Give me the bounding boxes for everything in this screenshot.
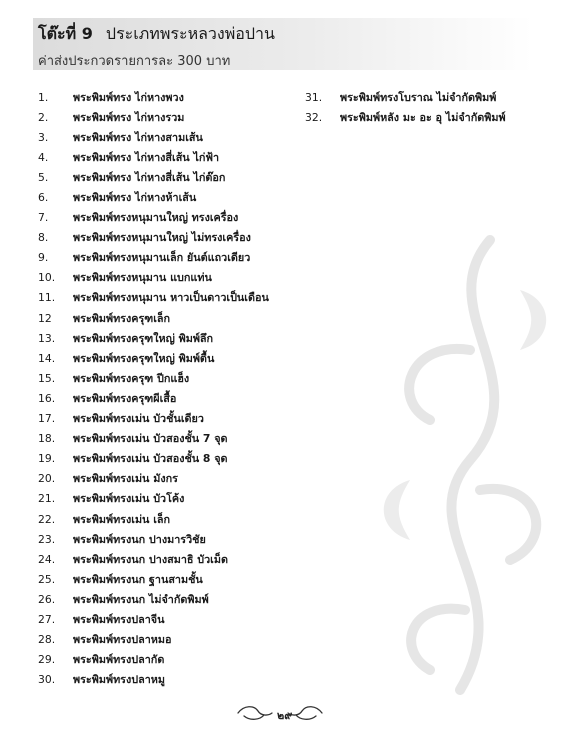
- list-item: [38, 509, 269, 529]
- list-item: [38, 489, 269, 509]
- item-number: 4.: [38, 150, 49, 164]
- list-item: [38, 348, 269, 368]
- list-item: [38, 107, 269, 127]
- item-number: 25.: [38, 572, 56, 586]
- item-number: 1.: [38, 90, 49, 104]
- item-list-right: [305, 87, 506, 127]
- item-number: 5.: [38, 170, 49, 184]
- list-item: [38, 549, 269, 569]
- list-item: [38, 288, 269, 308]
- list-item: [38, 228, 269, 248]
- item-text: พระพิมพ์ทรง ไก่หางสามเส้น: [73, 130, 203, 144]
- list-item: [38, 449, 269, 469]
- list-item: [38, 368, 269, 388]
- item-number: 18.: [38, 432, 56, 446]
- item-text: พระพิมพ์ทรงครุฑ ปีกแฮ็ง: [73, 371, 190, 385]
- item-number: 32.: [305, 110, 323, 124]
- list-item: [38, 469, 269, 489]
- item-text: พระพิมพ์ทรงครุฑใหญ่ พิมพ์ลึก: [73, 331, 214, 345]
- item-text: พระพิมพ์ทรงครุฑเล็ก: [73, 311, 171, 325]
- list-item: [38, 609, 269, 629]
- item-number: 23.: [38, 532, 56, 546]
- page-number: ๒๙: [277, 709, 293, 722]
- item-text: พระพิมพ์ทรงนก ฐานสามชั้น: [73, 572, 203, 586]
- list-item: [38, 569, 269, 589]
- item-number: 31.: [305, 90, 323, 104]
- item-text: พระพิมพ์ทรงปลาหมู: [73, 673, 166, 687]
- item-text: พระพิมพ์ทรงนก ปางสมาธิ บัวเม็ด: [73, 552, 228, 566]
- list-item: [38, 87, 269, 107]
- item-text: พระพิมพ์ทรงหนุมาน หาวเป็นดาวเป็นเดือน: [73, 291, 269, 305]
- item-number: 15.: [38, 371, 56, 385]
- item-text: พระพิมพ์ทรง ไก่หางห้าเส้น: [73, 191, 197, 205]
- table-name: ประเภทพระหลวงพ่อปาน: [105, 24, 275, 43]
- list-item: [38, 208, 269, 228]
- item-number: 9.: [38, 251, 49, 265]
- item-number: 28.: [38, 633, 56, 647]
- item-number: 21.: [38, 492, 56, 506]
- item-number: 26.: [38, 592, 56, 606]
- item-number: 24.: [38, 552, 56, 566]
- item-text: พระพิมพ์ทรง ไก่หางสี่เส้น ไก่ฟ้า: [73, 150, 220, 164]
- item-text: พระพิมพ์ทรง ไก่หางสี่เส้น ไก่ต๊อก: [73, 170, 226, 184]
- item-number: 30.: [38, 673, 56, 687]
- list-item: [38, 248, 269, 268]
- list-item: [38, 147, 269, 167]
- page-title: [38, 22, 275, 47]
- list-item: [38, 328, 269, 348]
- list-item: [38, 308, 269, 328]
- item-number: 17.: [38, 412, 56, 426]
- list-item: [38, 630, 269, 650]
- item-number: 27.: [38, 612, 56, 626]
- item-text: พระพิมพ์ทรงปลาหมอ: [73, 633, 172, 647]
- item-number: 11.: [38, 291, 56, 305]
- item-text: พระพิมพ์ทรงครุฑใหญ่ พิมพ์ตื้น: [73, 351, 215, 365]
- item-text: พระพิมพ์ทรง ไก่หางพวง: [73, 90, 184, 104]
- item-text: พระพิมพ์ทรงเม่น บัวสองชั้น 8 จุด: [73, 452, 228, 466]
- item-number: 20.: [38, 472, 56, 486]
- list-item: [38, 167, 269, 187]
- item-text: พระพิมพ์ทรงปลากัด: [73, 653, 165, 667]
- list-item: [38, 127, 269, 147]
- item-text: พระพิมพ์ทรงหนุมาน แบกแท่น: [73, 271, 212, 285]
- item-text: พระพิมพ์ทรงเม่น บัวสองชั้น 7 จุด: [73, 432, 228, 446]
- item-number: 19.: [38, 452, 56, 466]
- item-text: พระพิมพ์ทรงเม่น มังกร: [73, 472, 178, 486]
- item-text: พระพิมพ์ทรงเม่น บัวชั้นเดียว: [73, 412, 204, 426]
- item-number: 8.: [38, 231, 49, 245]
- item-text: พระพิมพ์ทรงโบราณ ไม่จำกัดพิมพ์: [340, 90, 497, 104]
- item-number: 12: [38, 311, 52, 325]
- list-item: [38, 187, 269, 207]
- floral-watermark-icon: [370, 230, 560, 700]
- list-item: [305, 87, 506, 107]
- item-text: พระพิมพ์ทรงปลาจีน: [73, 612, 165, 626]
- item-text: พระพิมพ์หลัง มะ อะ อุ ไม่จำกัดพิมพ์: [340, 110, 506, 124]
- item-number: 7.: [38, 211, 49, 225]
- list-item: [38, 589, 269, 609]
- list-item: [38, 409, 269, 429]
- item-text: พระพิมพ์ทรง ไก่หางรวม: [73, 110, 185, 124]
- item-list-left: [38, 87, 269, 690]
- list-item: [38, 650, 269, 670]
- item-text: พระพิมพ์ทรงนก ปางมารวิชัย: [73, 532, 206, 546]
- list-item: [38, 529, 269, 549]
- item-text: พระพิมพ์ทรงเม่น เล็ก: [73, 512, 171, 526]
- item-text: พระพิมพ์ทรงครุฑผีเสื้อ: [73, 391, 177, 405]
- item-text: พระพิมพ์ทรงเม่น บัวโค้ง: [73, 492, 185, 506]
- table-number: โต๊ะที่ 9: [38, 24, 93, 43]
- item-number: 10.: [38, 271, 56, 285]
- list-item: [305, 107, 506, 127]
- item-number: 16.: [38, 391, 56, 405]
- item-text: พระพิมพ์ทรงหนุมานเล็ก ยันต์แถวเดียว: [73, 251, 251, 265]
- item-number: 3.: [38, 130, 49, 144]
- list-item: [38, 268, 269, 288]
- entry-fee-subtitle: ค่าส่งประกวดรายการละ 300 บาท: [38, 54, 231, 69]
- item-number: 6.: [38, 191, 49, 205]
- item-text: พระพิมพ์ทรงหนุมานใหญ่ ทรงเครื่อง: [73, 211, 239, 225]
- item-number: 13.: [38, 331, 56, 345]
- item-text: พระพิมพ์ทรงหนุมานใหญ่ ไม่ทรงเครื่อง: [73, 231, 251, 245]
- list-item: [38, 670, 269, 690]
- item-number: 2.: [38, 110, 49, 124]
- list-item: [38, 429, 269, 449]
- item-number: 29.: [38, 653, 56, 667]
- item-number: 22.: [38, 512, 56, 526]
- item-text: พระพิมพ์ทรงนก ไม่จำกัดพิมพ์: [73, 592, 209, 606]
- item-number: 14.: [38, 351, 56, 365]
- list-item: [38, 388, 269, 408]
